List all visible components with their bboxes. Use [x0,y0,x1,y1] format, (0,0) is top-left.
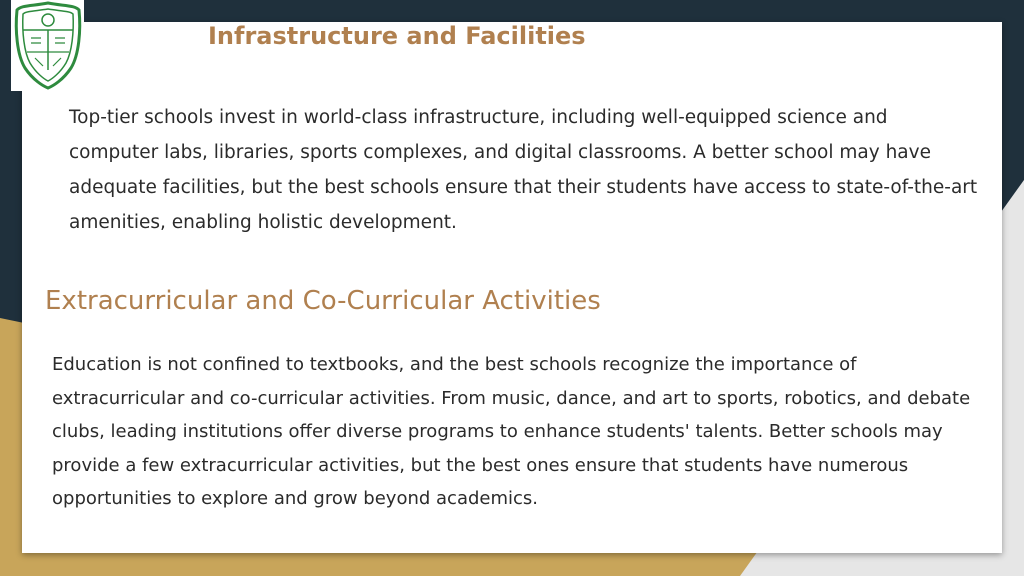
section-body-extracurricular: Education is not confined to textbooks, and the best schools recognize the importance of extracurricular and co-curricular activities. From music, dance, and art to sports, robotics, and debate clubs, leading institutions offer diverse programs to enhance students' talents. Better schools may provide a few extracurricular activities, but the best ones ensure that students have numerous opportunities to explore and grow beyond academics. [52,354,971,509]
school-crest-icon [13,0,83,90]
school-logo [11,0,84,91]
section-body-infrastructure: Top-tier schools invest in world-class infrastructure, including well-equipped science and computer labs, libraries, sports complexes, and digital classrooms. A better school may have adequate facilities, but the best schools ensure that their students have access to state-of-the-art amenities, enabling holistic development. [69,107,978,233]
section-heading-extracurricular: Extracurricular and Co-Curricular Activities [45,286,601,316]
section-heading-infrastructure: Infrastructure and Facilities [208,22,586,50]
